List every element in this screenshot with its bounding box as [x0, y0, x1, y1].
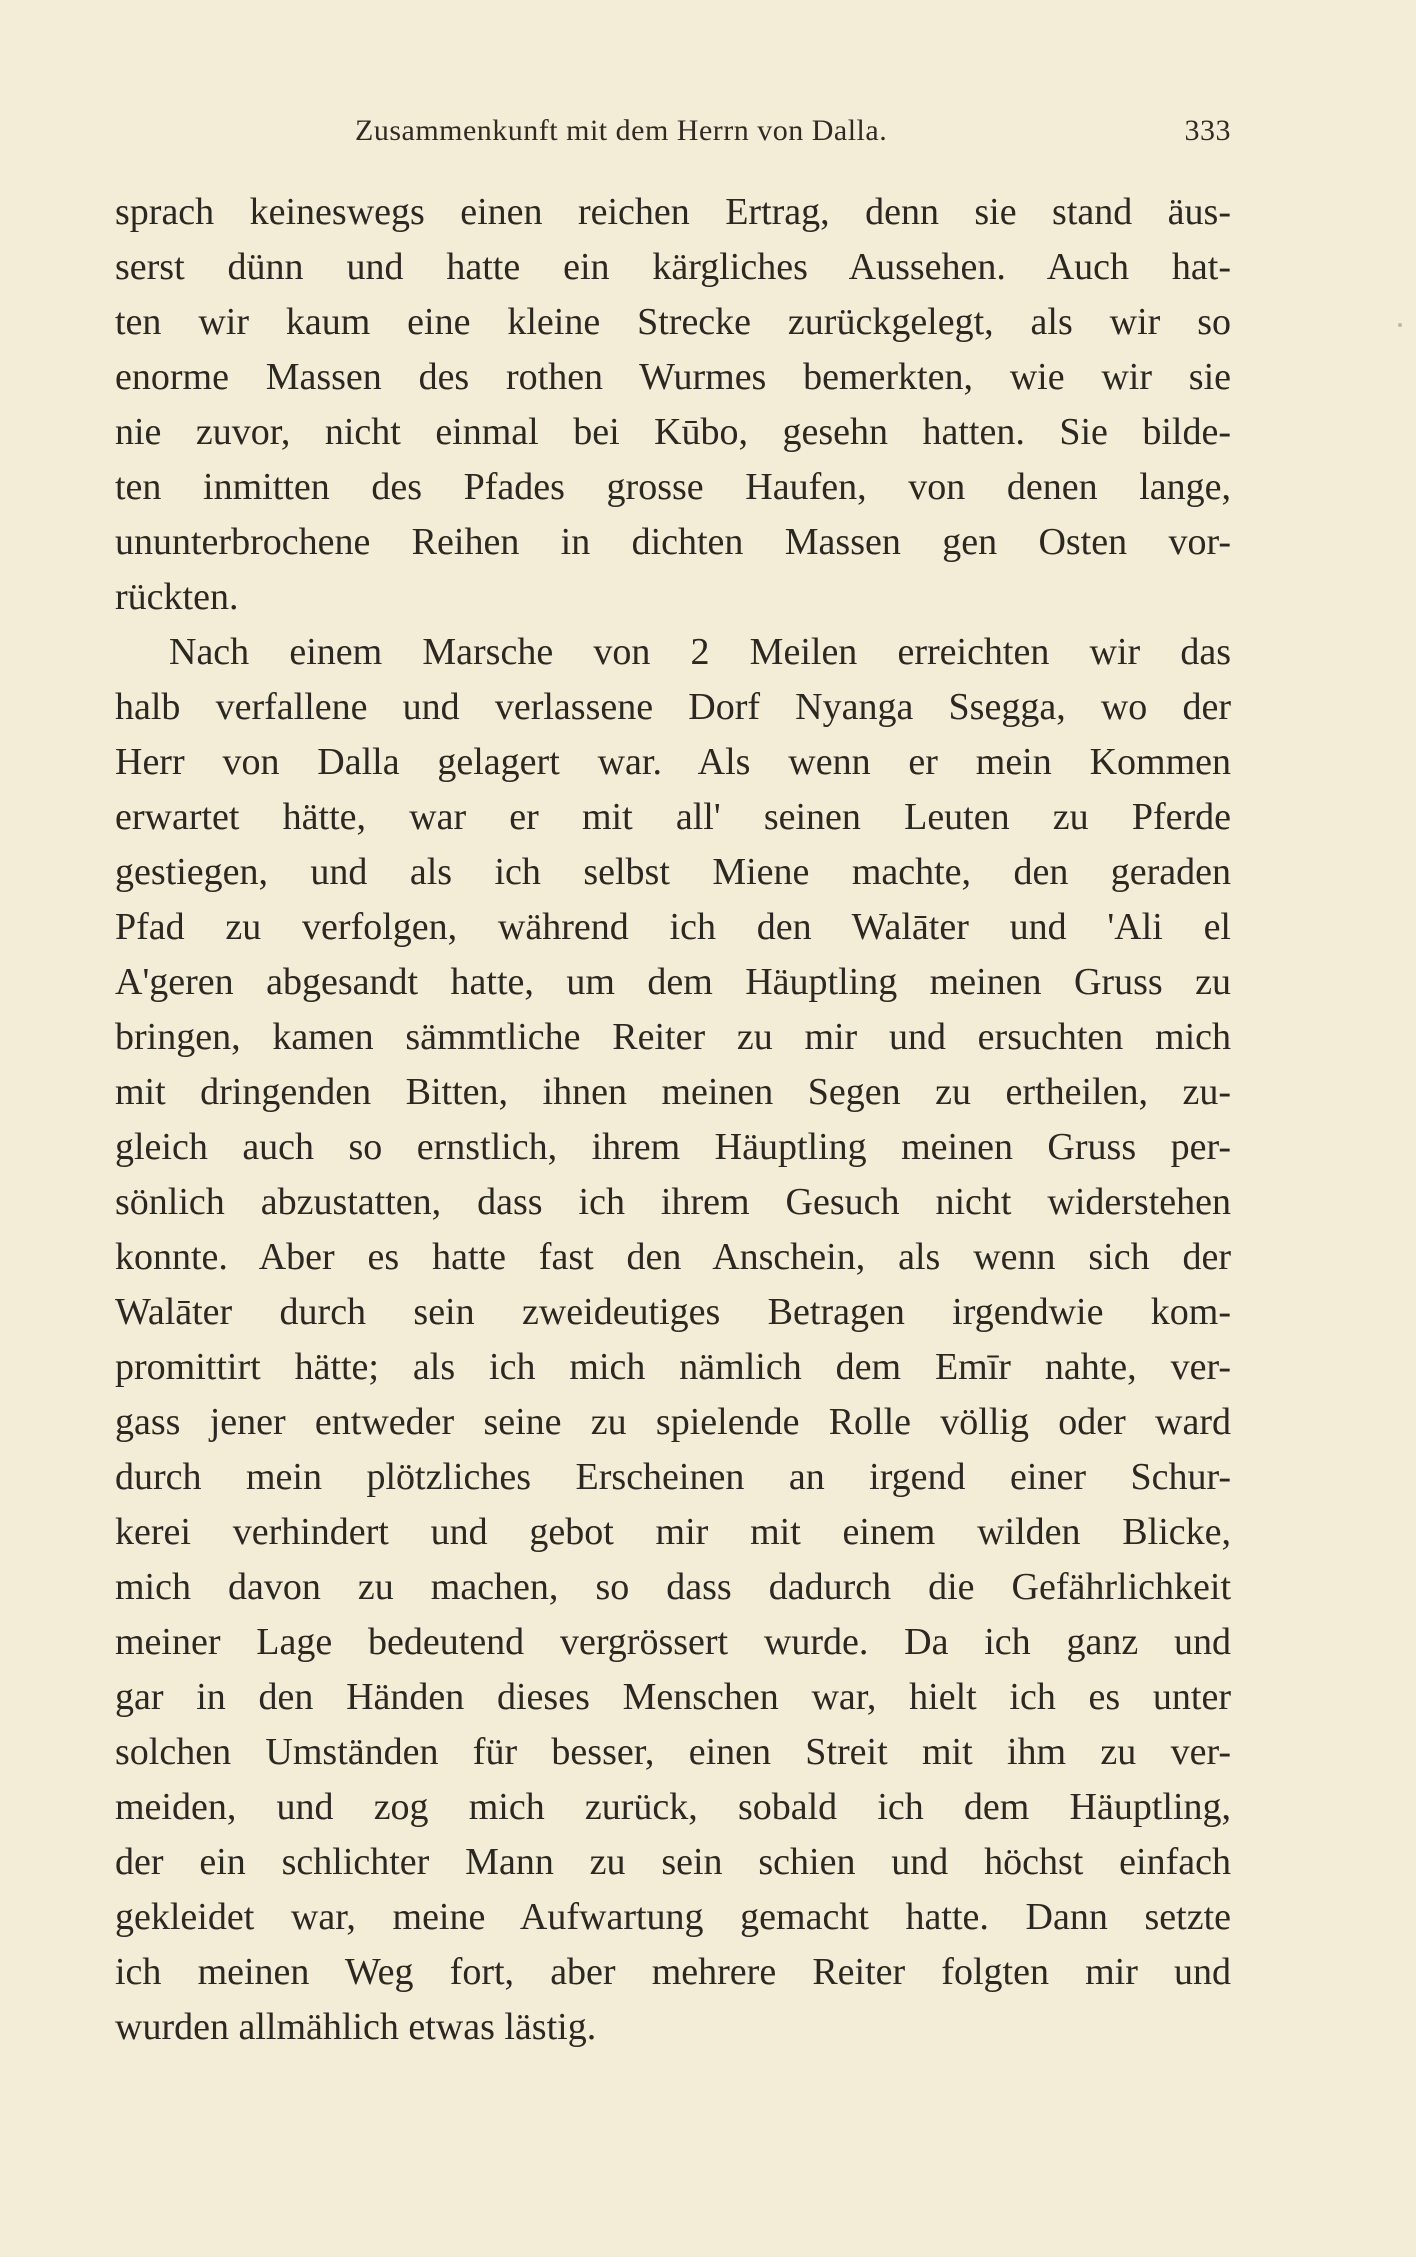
text-line: der ein schlichter Mann zu sein schien und höchst einfach [115, 1841, 1231, 1883]
text-line: gleich auch so ernstlich, ihrem Häuptling meinen Gruss per- [115, 1126, 1231, 1168]
paper-speck [1398, 323, 1402, 327]
text-line: A'geren abgesandt hatte, um dem Häuptling meinen Gruss zu [115, 961, 1231, 1003]
text-line: gass jener entweder seine zu spielende Rolle völlig oder ward [115, 1401, 1231, 1443]
text-line: durch mein plötzliches Erscheinen an irgend einer Schur- [115, 1456, 1231, 1498]
text-line: erwartet hätte, war er mit all' seinen Leuten zu Pferde [115, 796, 1231, 838]
text-line: ich meinen Weg fort, aber mehrere Reiter folgten mir und [115, 1951, 1231, 1993]
text-line: meiner Lage bedeutend vergrössert wurde. Da ich ganz und [115, 1621, 1231, 1663]
text-line: ununterbrochene Reihen in dichten Massen gen Osten vor- [115, 521, 1231, 563]
text-line: Walāter durch sein zweideutiges Betragen irgendwie kom- [115, 1291, 1231, 1333]
text-line: sönlich abzustatten, dass ich ihrem Gesuch nicht widerstehen [115, 1181, 1231, 1223]
text-line: kerei verhindert und gebot mir mit einem wilden Blicke, [115, 1511, 1231, 1553]
text-line: wurden allmählich etwas lästig. [115, 2006, 597, 2048]
text-line: Herr von Dalla gelagert war. Als wenn er mein Kommen [115, 741, 1231, 783]
text-line: meiden, und zog mich zurück, sobald ich dem Häuptling, [115, 1786, 1231, 1828]
running-head [117, 114, 1231, 154]
text-line: halb verfallene und verlassene Dorf Nyanga Ssegga, wo der [115, 686, 1231, 728]
text-line: gekleidet war, meine Aufwartung gemacht hatte. Dann setzte [115, 1896, 1231, 1938]
text-line: sprach keineswegs einen reichen Ertrag, denn sie stand äus- [115, 191, 1231, 233]
paragraph [115, 625, 1231, 2055]
text-line: promittirt hätte; als ich mich nämlich dem Emīr nahte, ver- [115, 1346, 1231, 1388]
text-line: konnte. Aber es hatte fast den Anschein, als wenn sich der [115, 1236, 1231, 1278]
text-line: serst dünn und hatte ein kärgliches Aussehen. Auch hat- [115, 246, 1231, 288]
running-title: Zusammenkunft mit dem Herrn von Dalla. [355, 114, 888, 147]
paragraph [115, 185, 1231, 625]
text-line: solchen Umständen für besser, einen Streit mit ihm zu ver- [115, 1731, 1231, 1773]
text-line: gestiegen, und als ich selbst Miene machte, den geraden [115, 851, 1231, 893]
text-line: nie zuvor, nicht einmal bei Kūbo, gesehn hatten. Sie bilde- [115, 411, 1231, 453]
text-line: mich davon zu machen, so dass dadurch die Gefährlichkeit [115, 1566, 1231, 1608]
text-line: rückten. [115, 576, 239, 618]
text-line: bringen, kamen sämmtliche Reiter zu mir und ersuchten mich [115, 1016, 1231, 1058]
text-line: Nach einem Marsche von 2 Meilen erreichten wir das [169, 631, 1231, 673]
text-line: Pfad zu verfolgen, während ich den Walāter und 'Ali el [115, 906, 1231, 948]
text-line: ten wir kaum eine kleine Strecke zurückgelegt, als wir so [115, 301, 1231, 343]
body-text [115, 185, 1231, 2055]
text-line: ten inmitten des Pfades grosse Haufen, von denen lange, [115, 466, 1231, 508]
text-line: gar in den Händen dieses Menschen war, hielt ich es unter [115, 1676, 1231, 1718]
text-line: mit dringenden Bitten, ihnen meinen Segen zu ertheilen, zu- [115, 1071, 1231, 1113]
page-number: 333 [1184, 114, 1231, 147]
text-line: enorme Massen des rothen Wurmes bemerkten, wie wir sie [115, 356, 1231, 398]
